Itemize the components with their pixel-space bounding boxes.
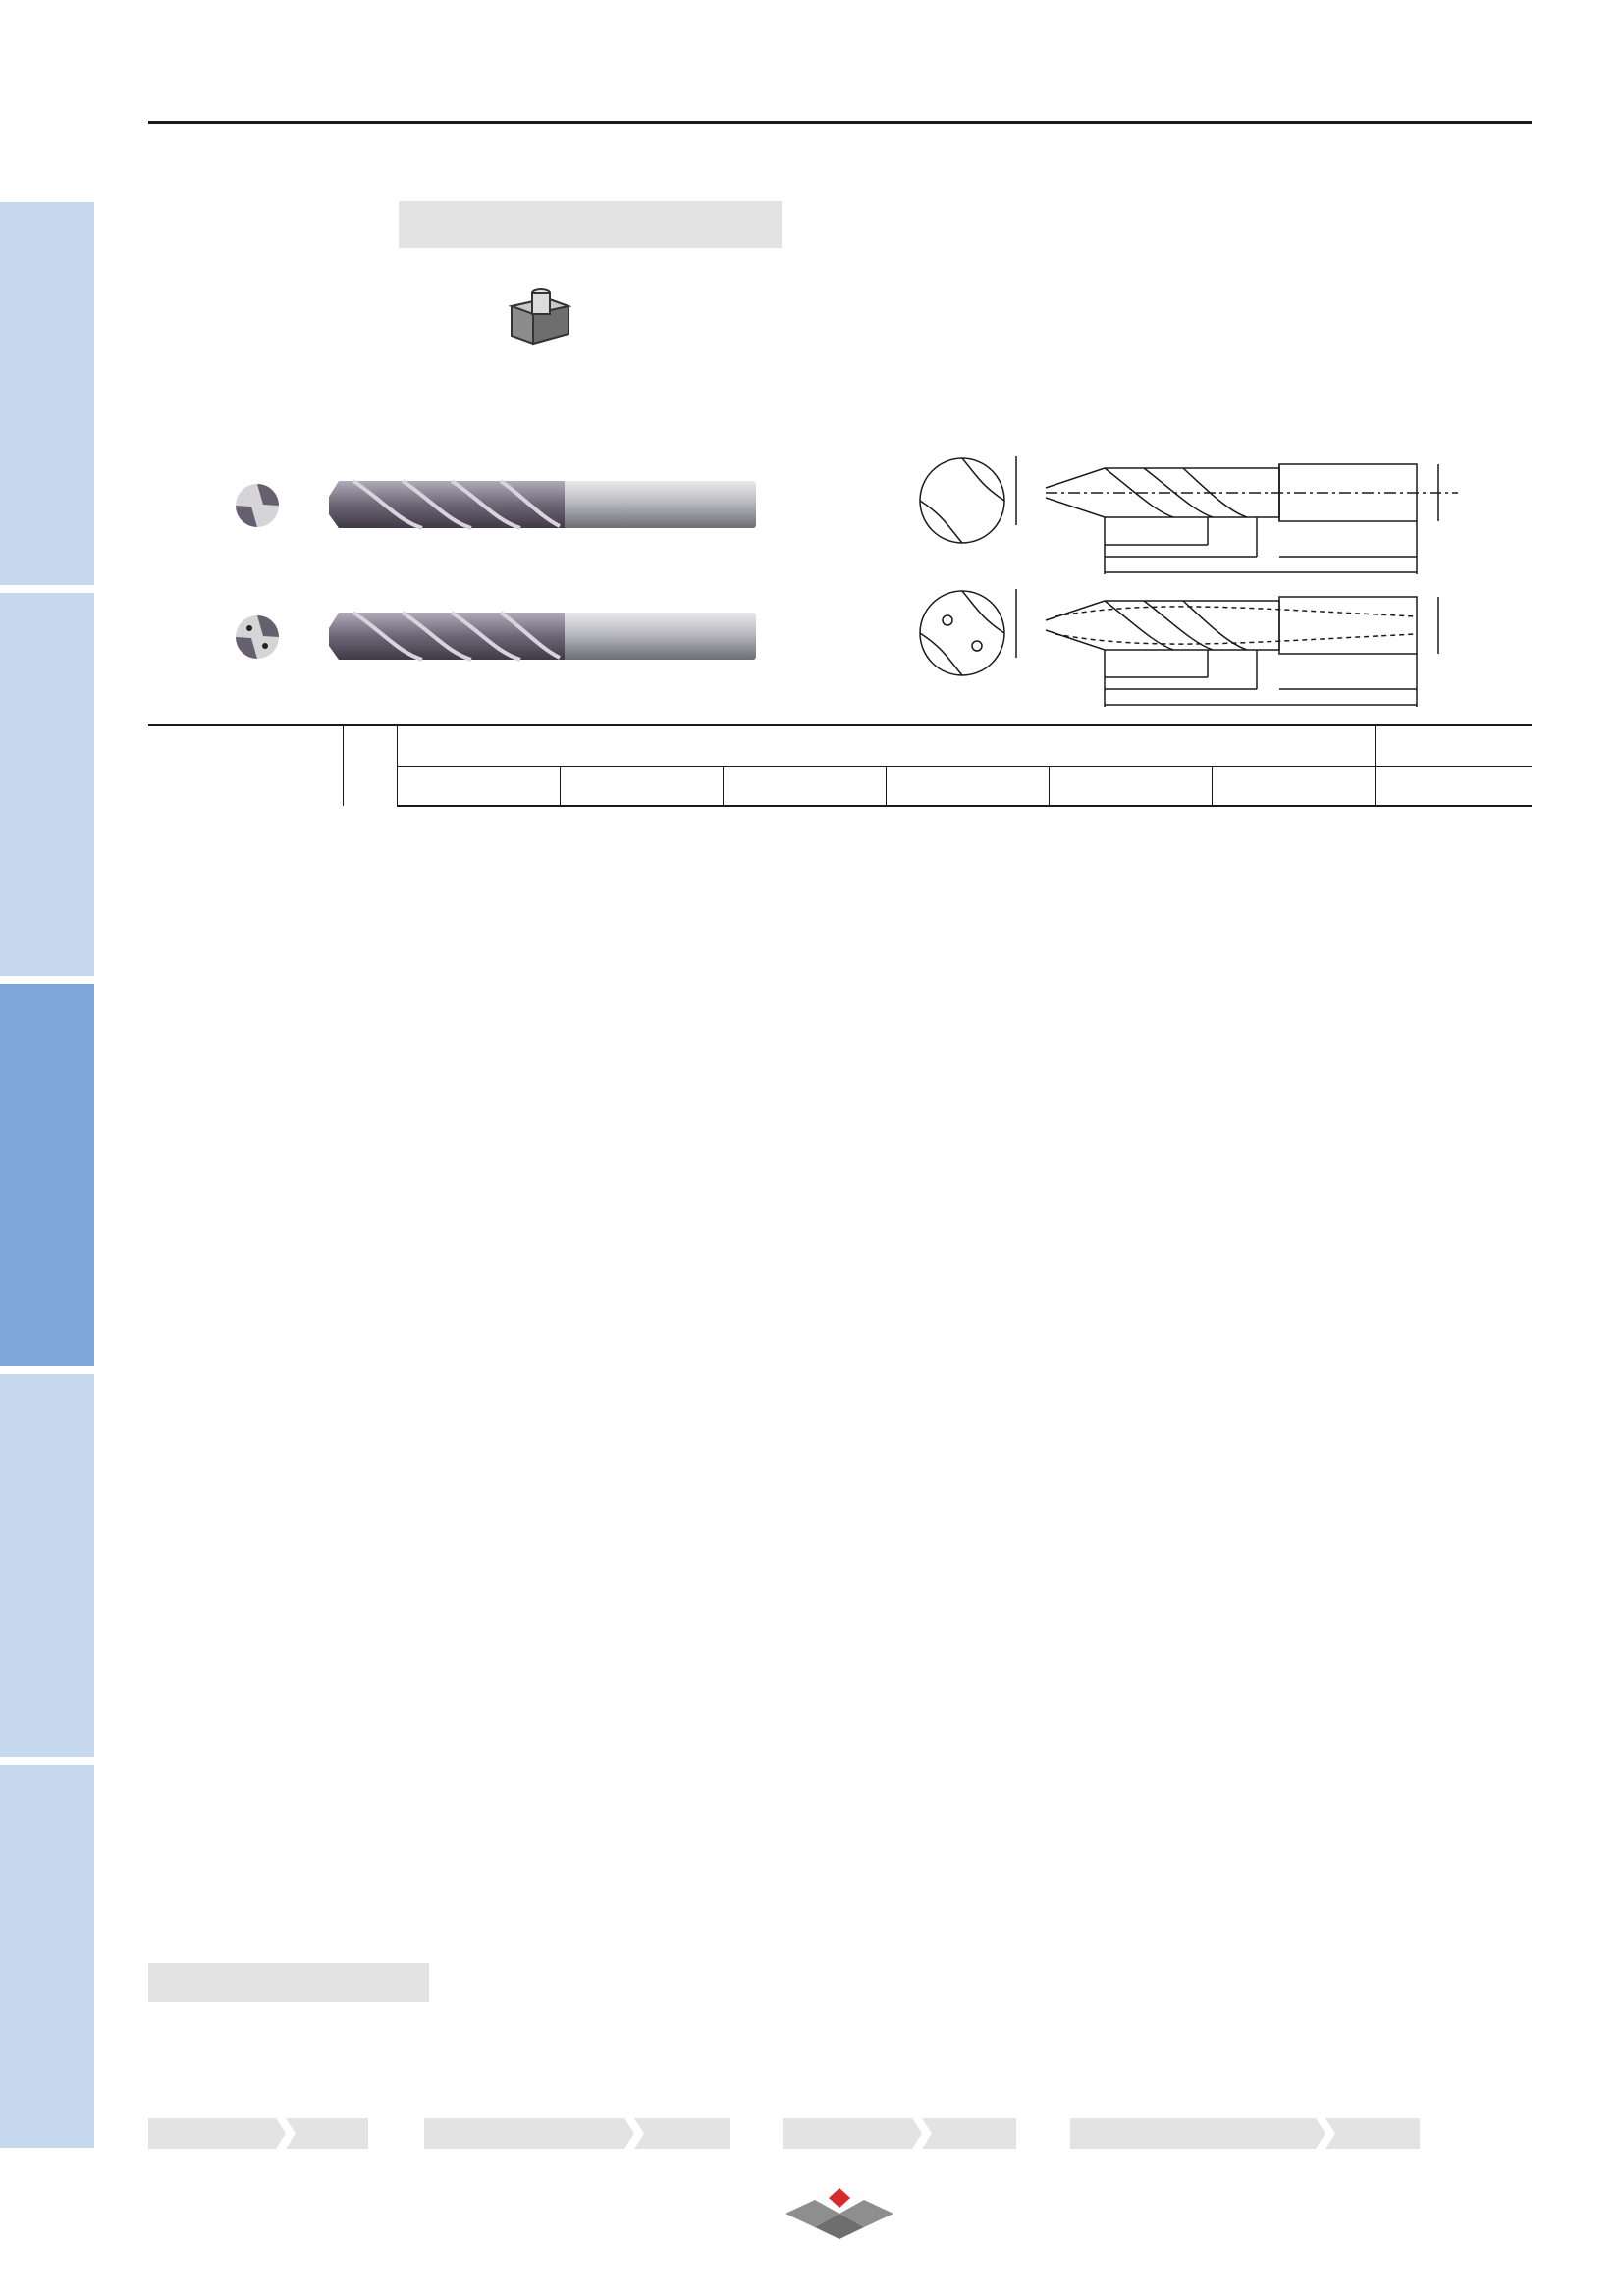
chevron-right-icon	[910, 2118, 934, 2149]
col-l1	[723, 766, 886, 806]
technical-drawing-external	[908, 447, 1488, 579]
col-article	[148, 725, 343, 806]
workpiece-cube-icon	[508, 283, 572, 351]
ref-systemcode[interactable]	[148, 2118, 368, 2149]
drill-external-image	[226, 471, 766, 540]
col-l4	[1212, 766, 1375, 806]
coolant-legend	[148, 1867, 154, 1893]
col-l2	[886, 766, 1049, 806]
chevron-right-icon	[1314, 2118, 1337, 2149]
technical-drawing-internal	[908, 579, 1488, 712]
tab-fraesen[interactable]	[0, 593, 94, 976]
stock-legend	[148, 1834, 160, 1857]
col-d2	[560, 766, 723, 806]
col-d1	[397, 766, 560, 806]
coolant-header	[343, 725, 397, 806]
grade-group-header	[1375, 725, 1532, 766]
dimensions-group-header	[397, 725, 1375, 766]
ref-bearbeitungshinweise[interactable]	[424, 2118, 730, 2149]
tab-bohren[interactable]	[0, 984, 94, 1366]
application-area	[148, 1963, 429, 2002]
drill-internal-image	[226, 603, 766, 671]
tab-technische-information[interactable]	[0, 1374, 94, 1757]
zcc-ct-logo	[785, 2184, 893, 2263]
ref-schnittdaten[interactable]	[783, 2118, 1016, 2149]
tab-drehen[interactable]	[0, 202, 94, 585]
chevron-right-icon	[274, 2118, 298, 2149]
application-title	[148, 1963, 429, 2002]
ref-sonderwerkzeugbestellung[interactable]	[1070, 2118, 1420, 2149]
chevron-right-icon	[622, 2118, 646, 2149]
section-category	[399, 201, 782, 248]
product-table	[148, 724, 1532, 807]
col-l3	[1049, 766, 1212, 806]
page-header	[148, 65, 1532, 124]
tab-index[interactable]	[0, 1765, 94, 2148]
col-grade	[1375, 766, 1532, 806]
